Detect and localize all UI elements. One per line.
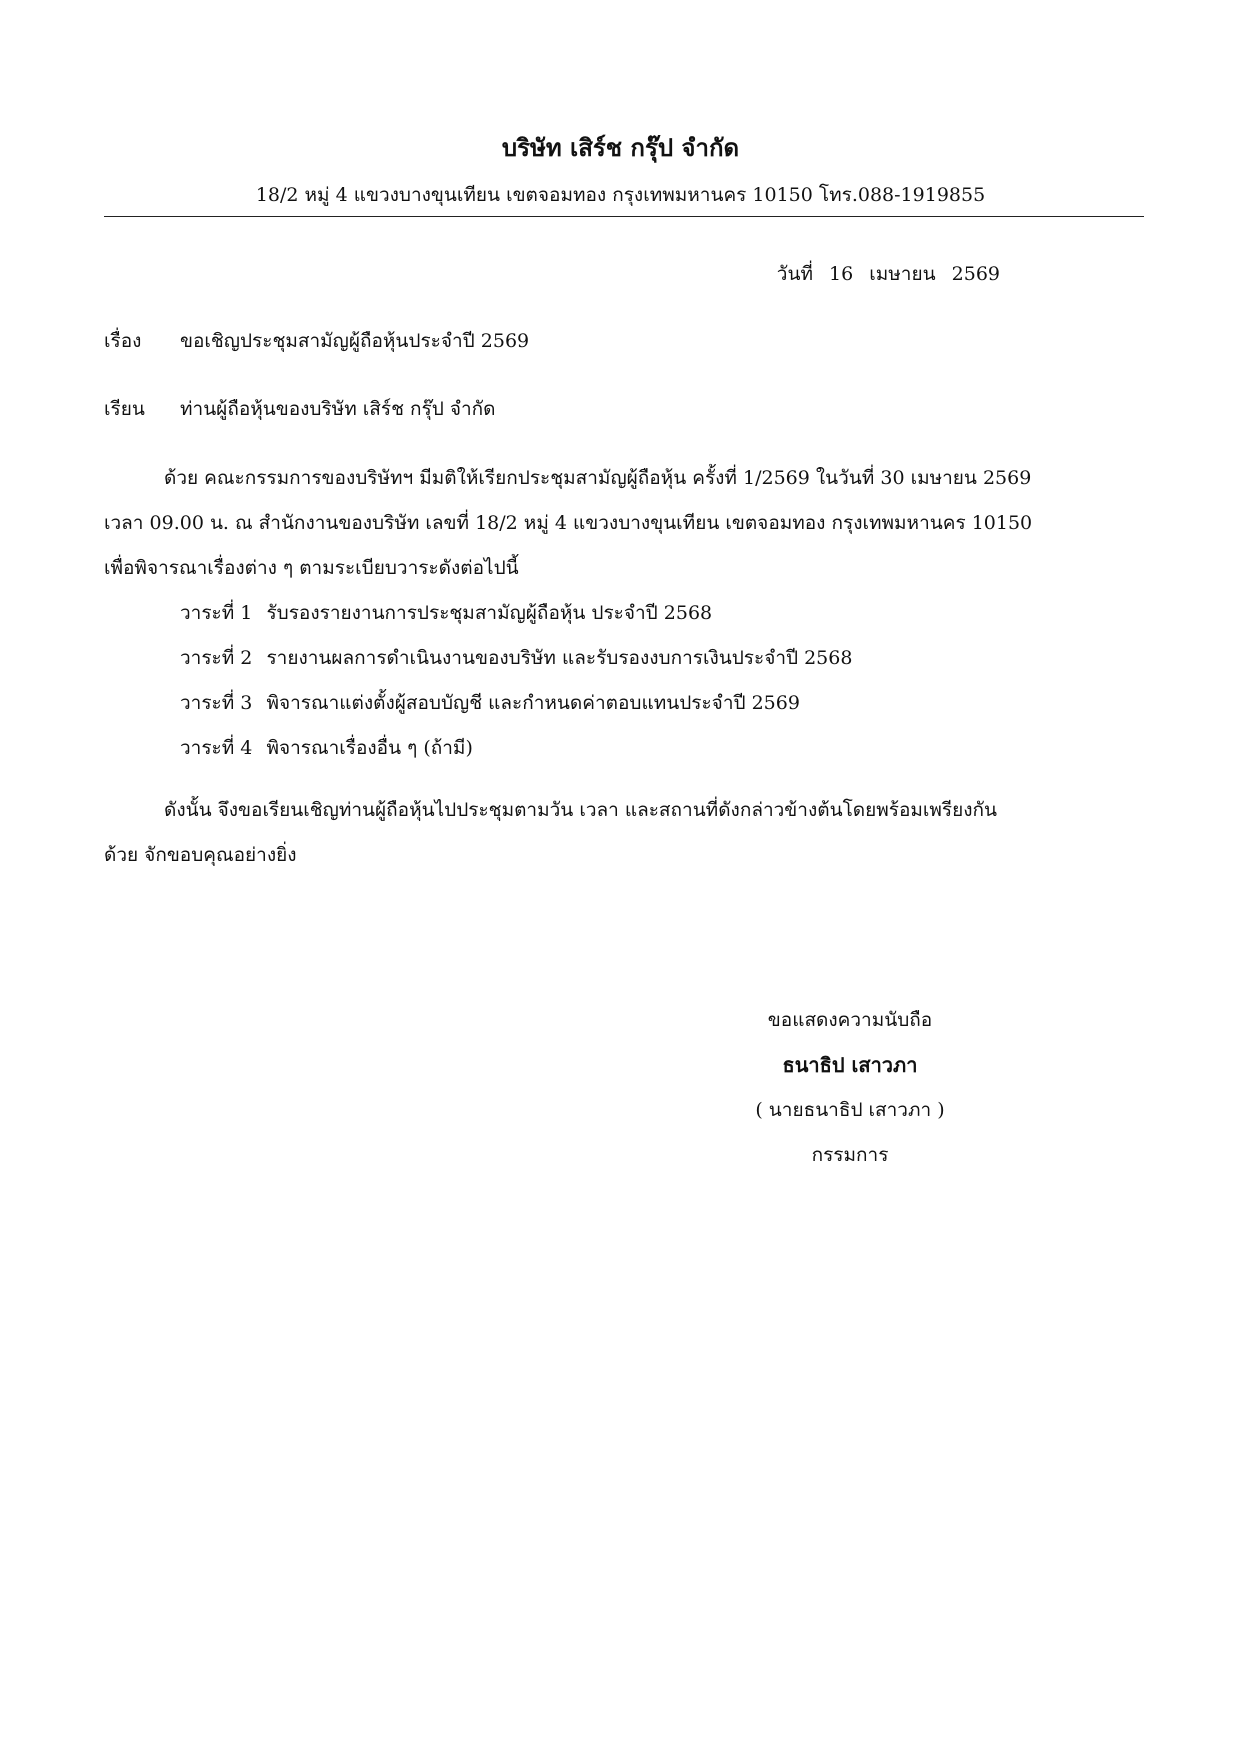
closing-paragraph [104,788,1144,878]
date-label: วันที่ [776,263,813,285]
agenda-text: รายงานผลการดำเนินงานของบริษัท และรับรองงบการเงินประจำปี 2568 [266,647,853,669]
signer-printed-name: ( นายธนาธิป เสาวภา ) [755,1099,945,1121]
agenda-number: วาระที่ 2 [180,647,253,669]
recipient-row [104,394,495,424]
agenda-item [180,636,852,681]
recipient-text: ท่านผู้ถือหุ้นของบริษัท เสิร์ช กรุ๊ป จำกัด [180,398,496,420]
agenda-item [180,591,852,636]
agenda-item [180,681,852,726]
closing-line: ดังนั้น จึงขอเรียนเชิญท่านผู้ถือหุ้นไปประชุมตามวัน เวลา และสถานที่ดังกล่าวข้างต้นโดยพร้อมเพรียงกัน [164,799,998,821]
subject-text: ขอเชิญประชุมสามัญผู้ถือหุ้นประจำปี 2569 [180,330,530,352]
agenda-item [180,726,852,771]
closing-line: ด้วย จักขอบคุณอย่างยิ่ง [104,844,297,866]
header-divider [104,216,1144,217]
date-year: 2569 [951,263,1000,285]
agenda-list [180,591,852,771]
signer-position: กรรมการ [811,1144,889,1166]
agenda-number: วาระที่ 4 [180,737,253,759]
closing-salutation: ขอแสดงความนับถือ [767,1009,933,1031]
intro-line: เพื่อพิจารณาเรื่องต่าง ๆ ตามระเบียบวาระดังต่อไปนี้ [104,557,519,579]
agenda-number: วาระที่ 3 [180,692,253,714]
agenda-text: พิจารณาเรื่องอื่น ๆ (ถ้ามี) [266,737,473,759]
signature-block [660,998,1040,1178]
letter-date [777,259,1000,289]
date-day: 16 [829,263,854,285]
intro-line: ด้วย คณะกรรมการของบริษัทฯ มีมติให้เรียกประชุมสามัญผู้ถือหุ้น ครั้งที่ 1/2569 ในวันที่ 30 เมษายน 2569 [164,467,1032,489]
subject-label: เรื่อง [104,330,142,352]
intro-paragraph [104,456,1144,591]
recipient-label: เรียน [104,398,145,420]
intro-line: เวลา 09.00 น. ณ สำนักงานของบริษัท เลขที่ 18/2 หมู่ 4 แขวงบางขุนเทียน เขตจอมทอง กรุงเทพมหานคร 10150 [104,512,1033,534]
agenda-text: รับรองรายงานการประชุมสามัญผู้ถือหุ้น ประจำปี 2568 [266,602,713,624]
date-month: เมษายน [869,263,936,285]
agenda-number: วาระที่ 1 [180,602,253,624]
signer-signature: ธนาธิป เสาวภา [782,1053,918,1077]
subject-row [104,326,529,356]
company-name: บริษัท เสิร์ช กรุ๊ป จำกัด [501,133,740,162]
agenda-text: พิจารณาแต่งตั้งผู้สอบบัญชี และกำหนดค่าตอบแทนประจำปี 2569 [266,692,800,714]
company-address: 18/2 หมู่ 4 แขวงบางขุนเทียน เขตจอมทอง กรุงเทพมหานคร 10150 โทร.088-1919855 [255,184,986,206]
